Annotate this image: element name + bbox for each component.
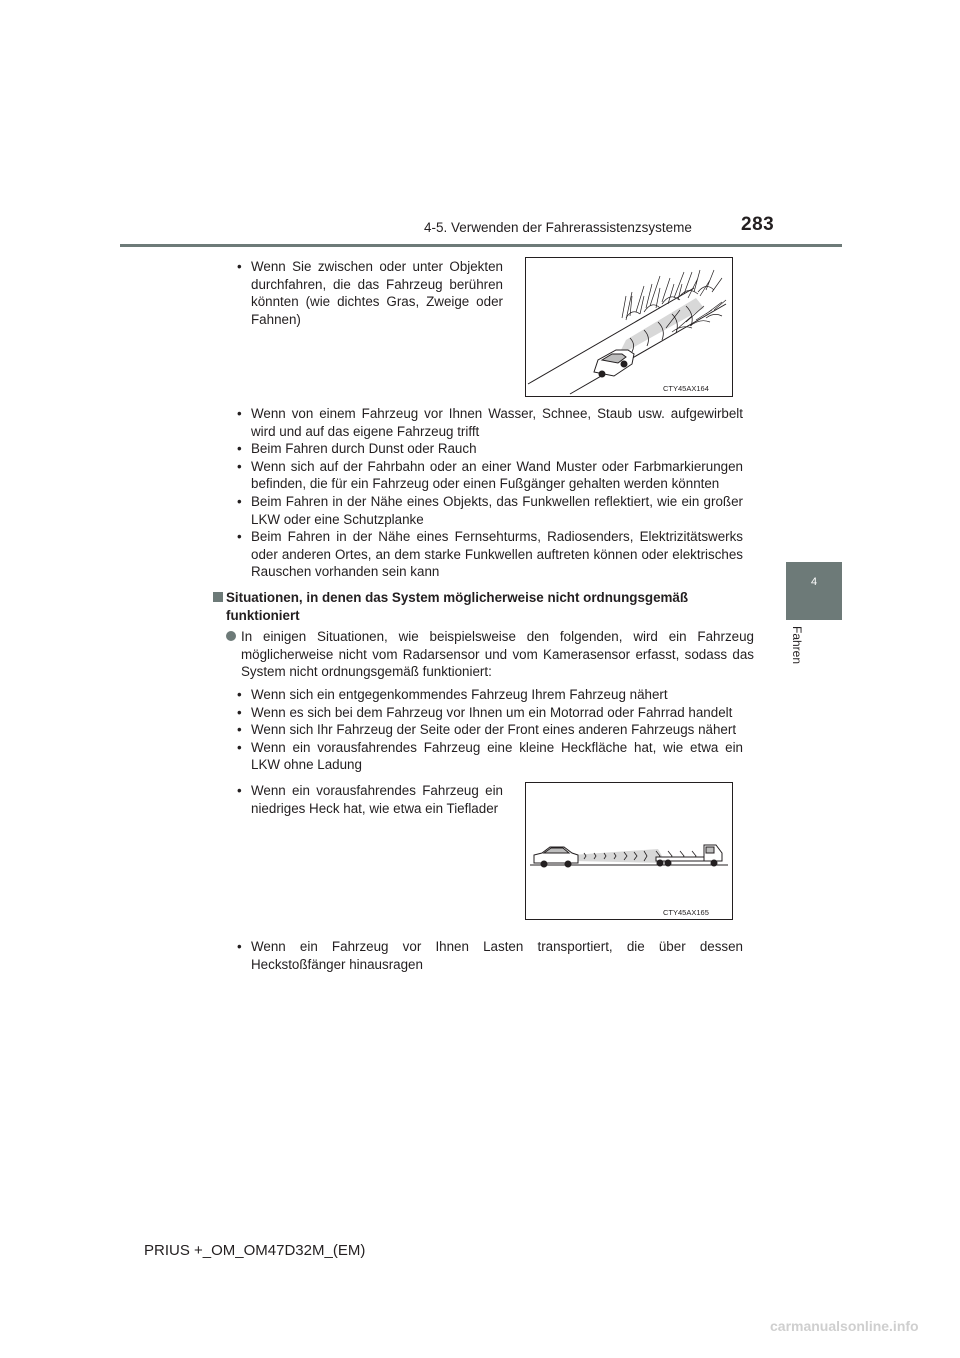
low-rear-list bbox=[233, 782, 503, 817]
chapter-label-text: Fahren bbox=[790, 626, 804, 665]
figure-caption: CTY45AX165 bbox=[663, 908, 709, 917]
header-rule bbox=[120, 244, 842, 247]
intro-paragraph: In einigen Situationen, wie beispielsweise den folgenden, wird ein Fahrzeug möglicherweise nicht vom Radarsensor und vom Kamerasensor erfasst, sodass das System nicht ordnungsgemäß funktioniert: bbox=[226, 628, 754, 681]
middle-list bbox=[233, 405, 743, 581]
last-list bbox=[233, 938, 743, 973]
document-code: PRIUS +_OM_OM47D32M_(EM) bbox=[144, 1242, 366, 1259]
circle-marker-icon bbox=[226, 631, 236, 641]
list-item: • Wenn ein Fahrzeug vor Ihnen Lasten transportiert, die über dessen Heckstoßfänger hinausragen bbox=[233, 938, 743, 973]
list-item: • Wenn sich ein entgegenkommendes Fahrzeug Ihrem Fahrzeug nähert bbox=[233, 686, 743, 704]
figure-overhanging-objects bbox=[525, 257, 733, 397]
list-item: • Wenn ein vorausfahrendes Fahrzeug eine kleine Heckfläche hat, wie etwa ein LKW ohne Ladung bbox=[233, 739, 743, 774]
situations-list bbox=[233, 686, 743, 774]
car-icon bbox=[534, 847, 578, 867]
chapter-number: 4 bbox=[810, 576, 818, 588]
car-icon bbox=[594, 350, 634, 377]
square-marker-icon bbox=[213, 592, 223, 602]
chapter-label bbox=[790, 626, 806, 686]
figure-caption: CTY45AX164 bbox=[663, 384, 709, 393]
figure-low-rear-truck bbox=[525, 782, 733, 920]
section-title: 4-5. Verwenden der Fahrerassistenzsysteme bbox=[424, 220, 692, 235]
list-item: • Wenn von einem Fahrzeug vor Ihnen Wasser, Schnee, Staub usw. aufgewirbelt wird und auf das eigene Fahrzeug trifft bbox=[233, 405, 743, 440]
list-item: • Beim Fahren in der Nähe eines Fernsehturms, Radiosenders, Elektrizitätswerks oder anderen Ortes, an dem starke Funkwellen auftreten können oder elektrisches Rauschen vorhanden sein kann bbox=[233, 528, 743, 581]
truck-icon bbox=[656, 845, 722, 866]
top-list bbox=[233, 258, 503, 328]
page-number: 283 bbox=[741, 214, 775, 235]
list-item: • Beim Fahren durch Dunst oder Rauch bbox=[233, 440, 743, 458]
list-item: • Wenn ein vorausfahrendes Fahrzeug ein niedriges Heck hat, wie etwa ein Tieflader bbox=[233, 782, 503, 817]
list-item: • Beim Fahren in der Nähe eines Objekts, das Funkwellen reflektiert, wie ein großer LKW oder eine Schutzplanke bbox=[233, 493, 743, 528]
list-item: • Wenn sich auf der Fahrbahn oder an einer Wand Muster oder Farbmarkierungen befinden, die für ein Fahrzeug oder einen Fußgänger gehalten werden könnten bbox=[233, 458, 743, 493]
illustration-car-under-branches bbox=[526, 258, 732, 396]
illustration-car-and-truck bbox=[526, 783, 732, 919]
chapter-tab bbox=[786, 562, 842, 620]
watermark: carmanualsonline.info bbox=[770, 1318, 919, 1334]
list-item: • Wenn sich Ihr Fahrzeug der Seite oder der Front eines anderen Fahrzeugs nähert bbox=[233, 721, 743, 739]
list-item: • Wenn es sich bei dem Fahrzeug vor Ihnen um ein Motorrad oder Fahrrad handelt bbox=[233, 704, 743, 722]
list-item: • Wenn Sie zwischen oder unter Objekten durchfahren, die das Fahrzeug berühren könnten (wie dichtes Gras, Zweige oder Fahnen) bbox=[233, 258, 503, 328]
section-heading: Situationen, in denen das System möglicherweise nicht ordnungsgemäß funktioniert bbox=[213, 589, 753, 625]
